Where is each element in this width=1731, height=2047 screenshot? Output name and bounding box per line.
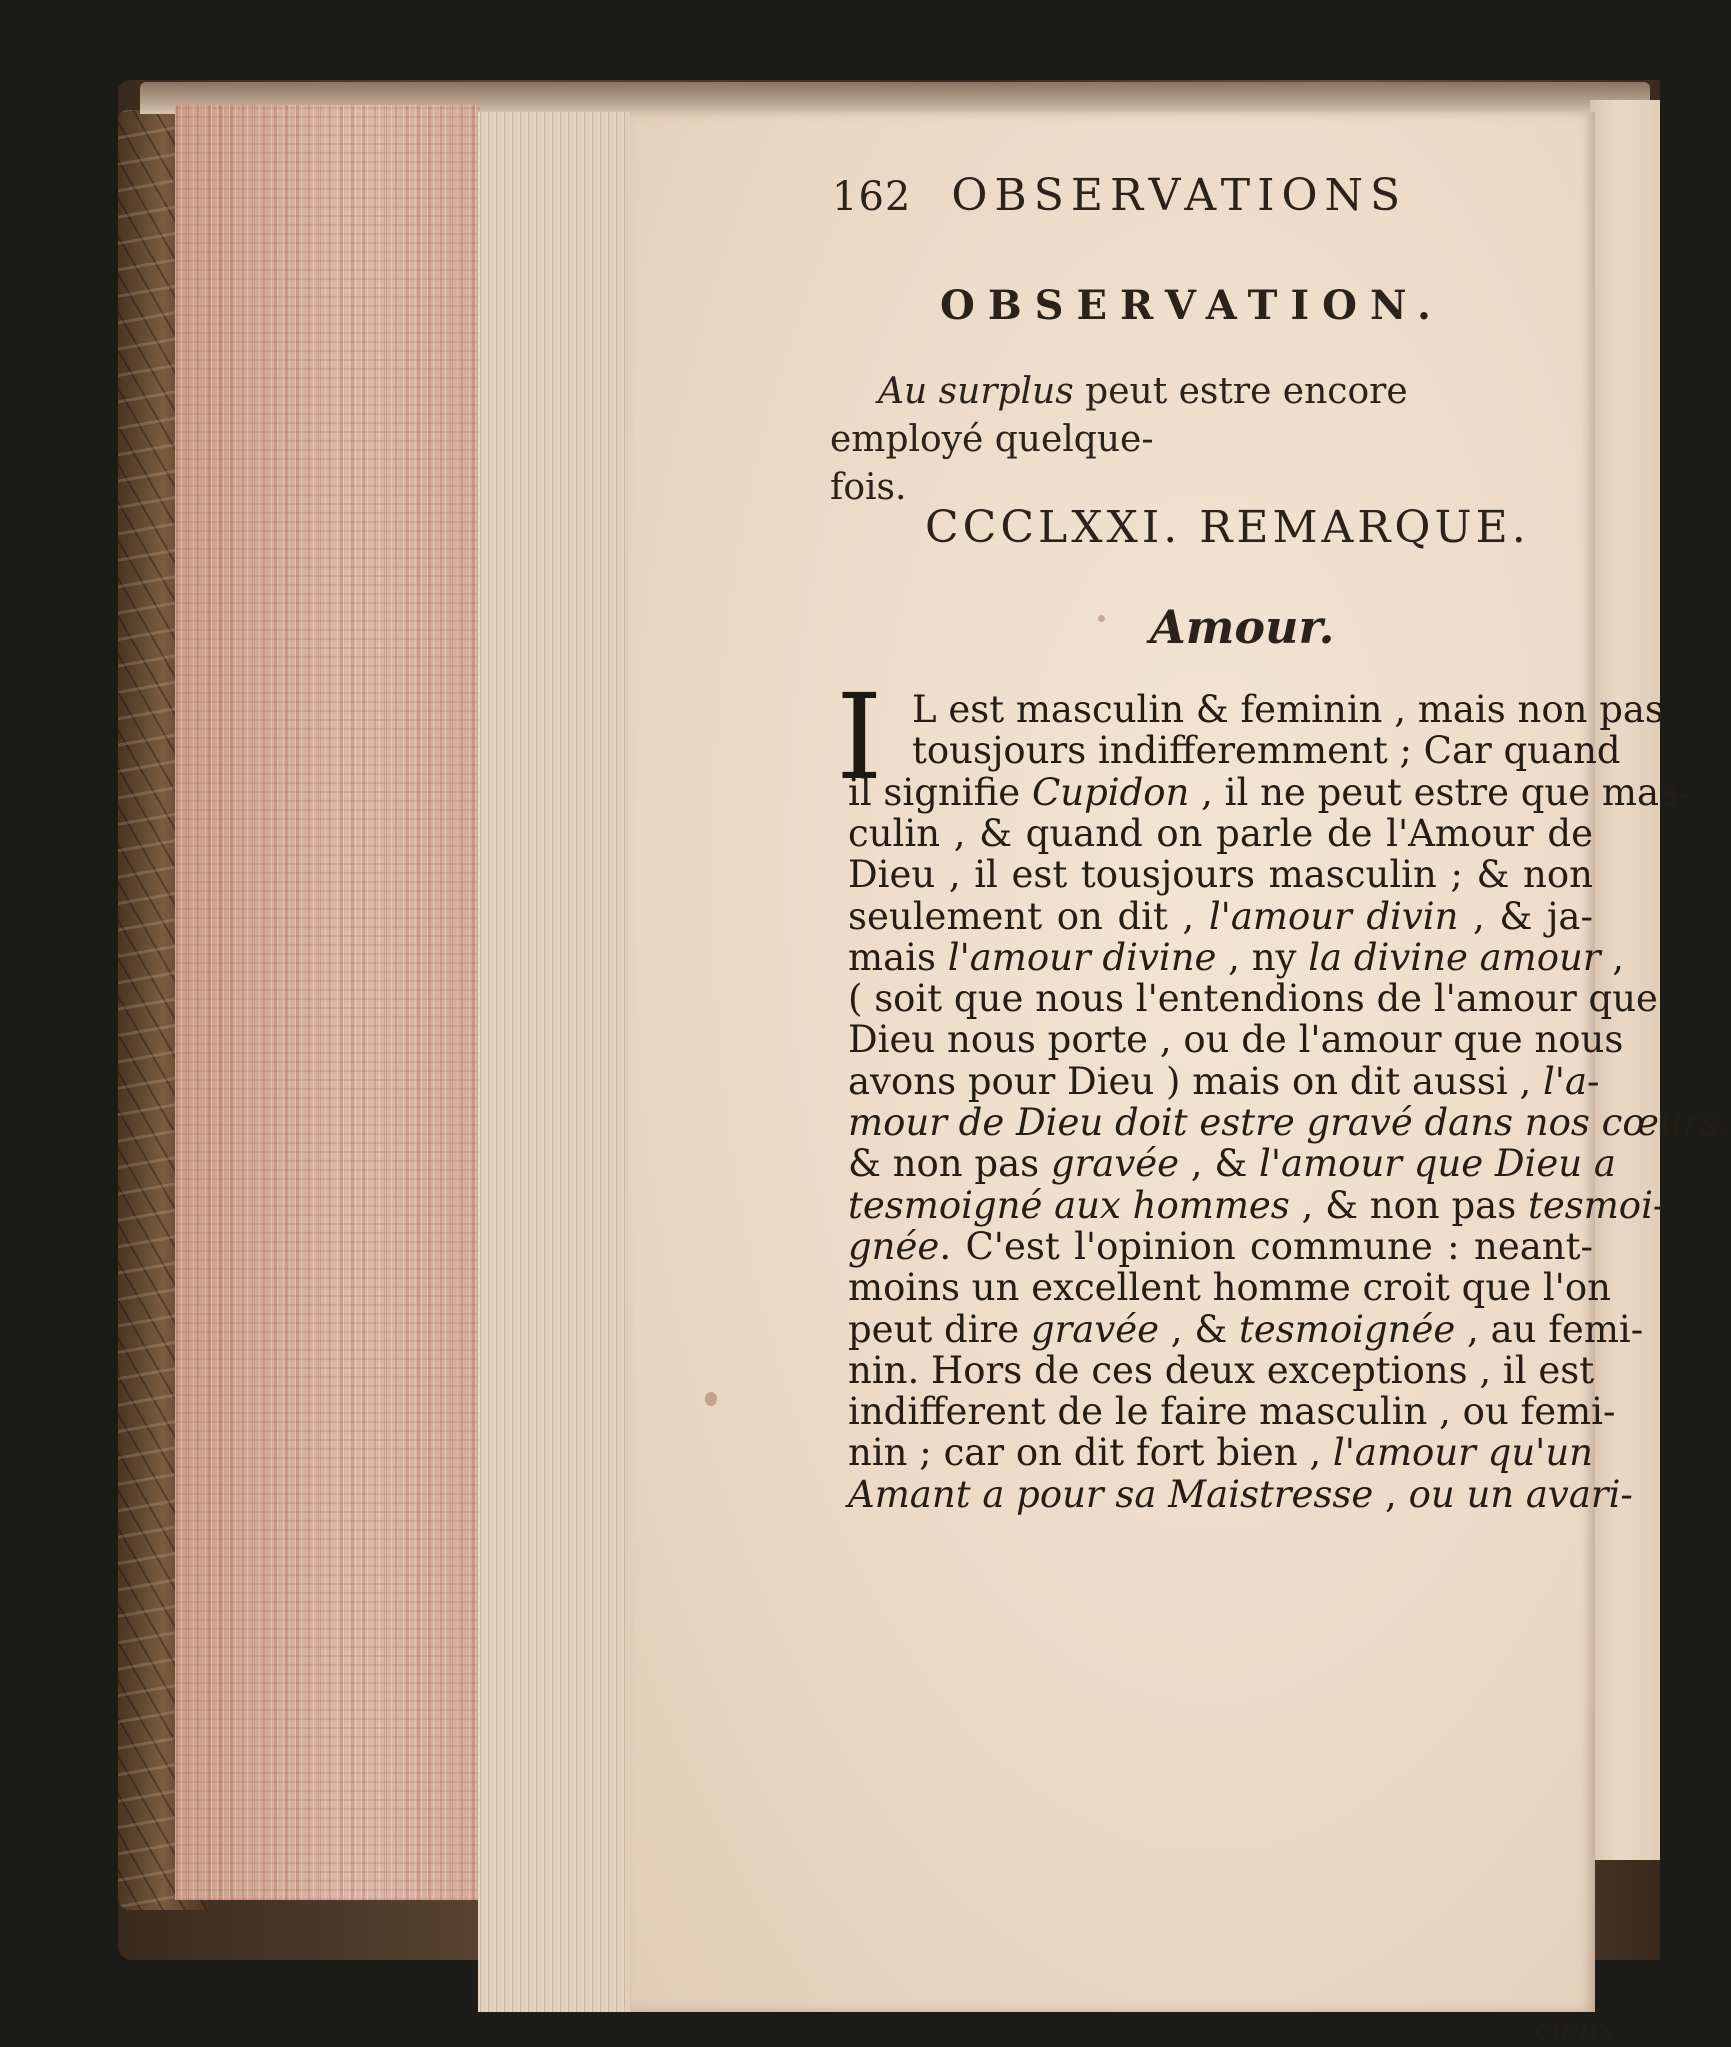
italic-phrase: tesmoignée (1239, 1308, 1456, 1351)
italic-phrase: tesmoi- (1527, 1184, 1666, 1227)
page-number: 162 (832, 174, 912, 220)
text-run: moins un excellent homme croit que l'on (848, 1266, 1611, 1309)
italic-phrase: gnée (848, 1225, 940, 1268)
body-line (848, 1101, 1731, 1144)
italic-phrase: mour de Dieu doit estre gravé dans nos cœurs (848, 1101, 1720, 1144)
text-run: Dieu nous porte , ou de l'amour que nous (848, 1018, 1624, 1061)
body-line (848, 936, 1625, 979)
italic-phrase: l'amour divine (947, 936, 1217, 979)
remarque-subject: Amour. (1150, 600, 1335, 654)
text-run: L est masculin & feminin , mais non pas (912, 688, 1664, 731)
paper-stain (705, 1392, 717, 1406)
body-line (848, 1349, 1593, 1392)
text-run: , (1600, 936, 1625, 979)
catchword: cieux (1535, 2012, 1616, 2047)
italic-phrase: ou un avari- (1408, 1473, 1633, 1516)
text-run: , (1373, 1473, 1409, 1516)
running-head (832, 170, 1482, 221)
text-run: nin. Hors de ces deux exceptions , il est (848, 1349, 1595, 1392)
text-run: Dieu , il est tousjours masculin ; & non (848, 853, 1593, 896)
paper-stain (1098, 615, 1105, 622)
body-line (912, 688, 1664, 731)
body-line (848, 853, 1593, 896)
body-line (912, 729, 1621, 772)
text-run: nin ; car on dit fort bien , (848, 1431, 1333, 1474)
italic-phrase: Cupidon (1031, 771, 1190, 814)
text-run: , (1719, 1101, 1731, 1144)
text-run: , ny (1216, 936, 1309, 979)
observation-heading: OBSERVATION. (940, 282, 1444, 329)
page-stack (478, 112, 648, 2012)
body-line (848, 771, 1691, 814)
text-run: culin , & quand on parle de l'Amour de (848, 812, 1593, 855)
italic-phrase: l'amour que Dieu a (1259, 1142, 1616, 1185)
remarque-heading: CCCLXXI. REMARQUE. (925, 502, 1530, 553)
text-run: , & (1179, 1142, 1260, 1185)
text-run: , il ne peut estre que mas- (1189, 771, 1691, 814)
text-run: mais (848, 936, 948, 979)
italic-phrase: la divine amour (1308, 936, 1601, 979)
text-run: . C'est l'opinion commune : neant- (939, 1225, 1593, 1268)
body-line (848, 1390, 1616, 1433)
text-run: & non pas (848, 1142, 1051, 1185)
observation-line2: fois. (830, 467, 907, 508)
body-line (848, 812, 1593, 855)
body-line (848, 1184, 1666, 1227)
text-run: , & non pas (1289, 1184, 1528, 1227)
body-line (848, 1142, 1616, 1185)
italic-phrase: l'amour divin (1208, 895, 1459, 938)
italic-phrase: l'a- (1542, 1060, 1600, 1103)
text-run: , au femi- (1455, 1308, 1644, 1351)
text-run: il signifie (848, 771, 1032, 814)
body-line (848, 977, 1658, 1020)
running-title: OBSERVATIONS (951, 170, 1408, 221)
body-line (848, 895, 1593, 938)
text-run: avons pour Dieu ) mais on dit aussi , (848, 1060, 1543, 1103)
drop-cap: I (836, 668, 883, 806)
body-line (848, 1473, 1633, 1516)
italic-phrase: gravée (1030, 1308, 1160, 1351)
body-line (848, 1060, 1600, 1103)
sprinkled-page-edges (175, 105, 480, 1900)
observation-italic: Au surplus (878, 371, 1074, 412)
text-run: indifferent de le faire masculin , ou femi- (848, 1390, 1616, 1433)
italic-phrase: tesmoigné aux hommes (848, 1184, 1290, 1227)
italic-phrase: gravée (1050, 1142, 1180, 1185)
body-line (848, 1225, 1593, 1268)
body-line (848, 1308, 1644, 1351)
body-line (848, 1431, 1593, 1474)
observation-text (830, 368, 1565, 512)
body-line (848, 1266, 1611, 1309)
text-run: tousjours indifferemment ; Car quand (912, 729, 1621, 772)
text-run: peut dire (848, 1308, 1031, 1351)
text-run: , & ja- (1458, 895, 1593, 938)
text-run: ( soit que nous l'entendions de l'amour que (848, 977, 1658, 1020)
italic-phrase: Amant a pour sa Maistresse (848, 1473, 1374, 1516)
observation-rest: peut estre encore employé quelque- (830, 371, 1408, 460)
body-line (848, 1018, 1624, 1061)
text-run: seulement on dit , (848, 895, 1209, 938)
italic-phrase: l'amour qu'un (1332, 1431, 1593, 1474)
text-run: , & (1159, 1308, 1240, 1351)
